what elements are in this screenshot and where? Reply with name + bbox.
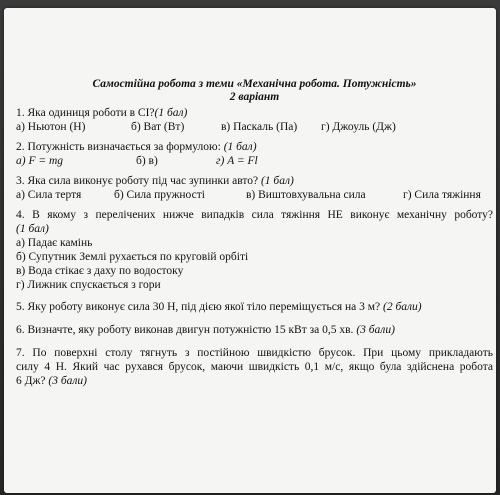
question-6 [16,323,493,337]
question-7-points: (3 бали) [48,375,87,387]
question-4-option-a: а) Падає камінь [16,237,93,249]
question-1-points: (1 бал) [154,107,188,119]
question-2-option-bc: б) в) [136,155,158,167]
title-line-1: Самостійна робота з теми «Механічна робота. Потужність» [92,78,417,90]
question-7-line-2: силу 4 Н. Який час рухався брусок, маючи швидкість 0,1 м/с, якщо була здійснена робота [16,361,493,373]
question-5-text: 5. Яку роботу виконує сила 30 Н, під дією якої тіло переміщується на 3 м? [16,301,384,313]
worksheet-paper [4,8,496,493]
question-4-option-b: б) Супутник Землі рухається по круговій орбіті [16,251,249,263]
question-6-text: 6. Визначте, яку роботу виконав двигун потужністю 15 кВт за 0,5 хв. [16,324,357,336]
question-1-option-b: б) Ват (Вт) [131,121,185,133]
question-2-text: 2. Потужність визначається за формулою: [16,141,224,153]
question-1 [16,106,493,134]
question-3-option-a: а) Сила тертя [16,189,82,201]
question-3-text: 3. Яка сила виконує роботу під час зупинки авто? [16,175,261,187]
question-1-text: 1. Яка одиниця роботи в СІ? [16,107,155,119]
question-5 [16,300,493,314]
question-1-prompt [16,106,493,120]
question-3-option-b: б) Сила пружності [114,189,205,201]
question-7-line-3 [16,374,493,388]
question-2-option-a: а) F = mg [16,155,64,167]
question-3-prompt [16,174,493,188]
question-4-text: 4. В якому з перелічених нижче випадків сила тяжіння НЕ виконує механічну роботу? [16,209,493,221]
question-3 [16,174,493,202]
question-4-points: (1 бал) [16,223,49,235]
question-2-options [16,154,493,168]
question-3-option-d: г) Сила тяжіння [403,189,481,201]
question-5-points: (2 бали) [383,301,422,313]
question-2 [16,140,493,168]
question-2-option-d: г) A = Fl [216,155,258,167]
worksheet-content [16,78,493,388]
question-1-option-d: г) Джоуль (Дж) [321,121,396,133]
question-7-line-3-text: 6 Дж? [16,375,49,387]
question-7 [16,346,493,388]
question-3-options [16,188,493,202]
worksheet-title [16,78,493,104]
question-4-option-d: г) Лижник спускається з гори [16,279,161,291]
question-5-prompt [16,300,493,314]
question-1-option-c: в) Паскаль (Па) [221,121,298,133]
question-4-option-c: в) Вода стікає з даху по водостоку [16,265,184,277]
question-6-points: (3 бали) [356,324,395,336]
question-1-option-a: а) Ньютон (Н) [16,121,86,133]
question-7-line-1: 7. По поверхні столу тягнуть з постійною швидкістю брусок. При цьому прикладають [16,347,493,359]
question-2-points: (1 бал) [223,141,257,153]
title-line-2: 2 варіант [229,91,280,103]
question-4 [16,208,493,292]
question-3-option-c: в) Виштовхувальна сила [246,189,366,201]
question-2-prompt [16,140,493,154]
question-3-points: (1 бал) [260,175,294,187]
question-6-prompt [16,323,493,337]
question-1-options [16,120,493,134]
